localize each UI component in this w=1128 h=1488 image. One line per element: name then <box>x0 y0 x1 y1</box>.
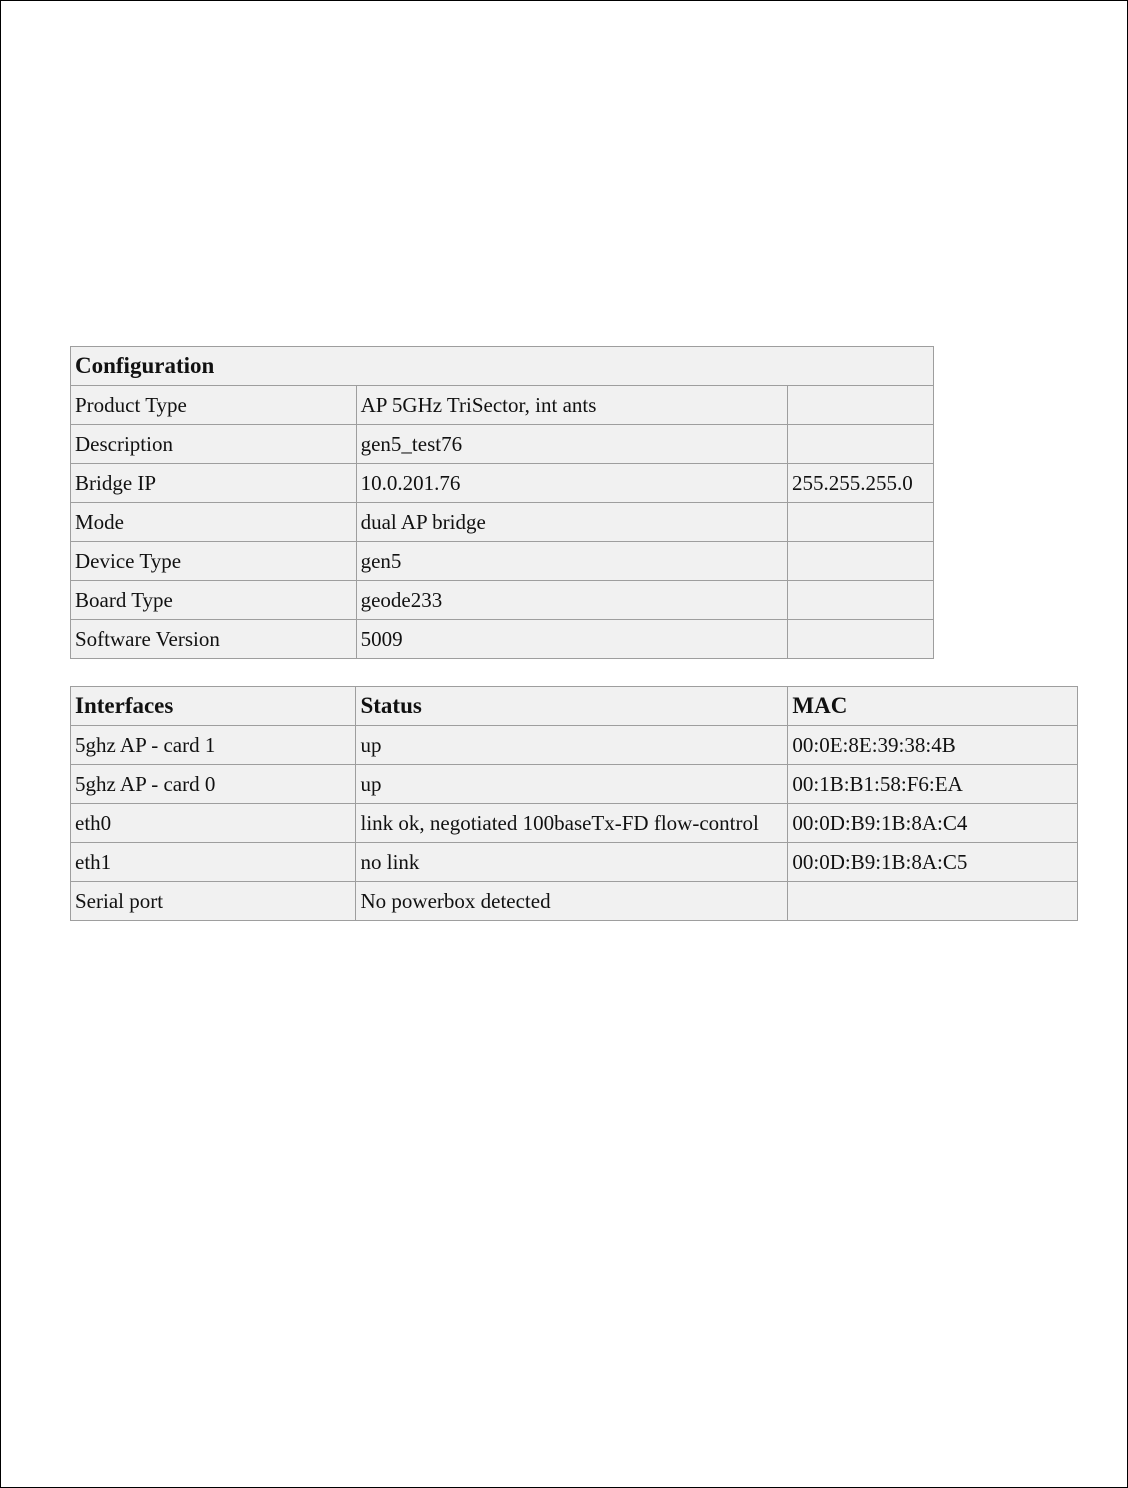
interface-status: up <box>356 765 788 804</box>
status-column-header: Status <box>356 687 788 726</box>
config-row-mode <box>71 503 934 542</box>
config-label: Bridge IP <box>71 464 357 503</box>
config-label: Device Type <box>71 542 357 581</box>
config-extra <box>788 503 934 542</box>
config-label: Product Type <box>71 386 357 425</box>
interface-row <box>71 726 1078 765</box>
config-value: 10.0.201.76 <box>356 464 787 503</box>
config-value: dual AP bridge <box>356 503 787 542</box>
configuration-table <box>70 346 934 659</box>
config-label: Software Version <box>71 620 357 659</box>
config-value: AP 5GHz TriSector, int ants <box>356 386 787 425</box>
interfaces-table <box>70 686 1078 921</box>
config-label: Board Type <box>71 581 357 620</box>
config-row-product-type <box>71 386 934 425</box>
interface-status: up <box>356 726 788 765</box>
interface-row <box>71 843 1078 882</box>
config-extra <box>788 425 934 464</box>
configuration-heading: Configuration <box>71 347 934 386</box>
config-value: 5009 <box>356 620 787 659</box>
config-row-board-type <box>71 581 934 620</box>
config-row-description <box>71 425 934 464</box>
interface-status: link ok, negotiated 100baseTx-FD flow-control <box>356 804 788 843</box>
config-value: geode233 <box>356 581 787 620</box>
interface-status: no link <box>356 843 788 882</box>
interfaces-header-row <box>71 687 1078 726</box>
interface-name: 5ghz AP - card 1 <box>71 726 356 765</box>
mac-column-header: MAC <box>788 687 1078 726</box>
interface-mac: 00:1B:B1:58:F6:EA <box>788 765 1078 804</box>
config-extra <box>788 542 934 581</box>
interface-status: No powerbox detected <box>356 882 788 921</box>
config-extra <box>788 581 934 620</box>
interfaces-column-header: Interfaces <box>71 687 356 726</box>
config-label: Mode <box>71 503 357 542</box>
interface-mac: 00:0D:B9:1B:8A:C5 <box>788 843 1078 882</box>
interface-name: eth0 <box>71 804 356 843</box>
config-netmask: 255.255.255.0 <box>788 464 934 503</box>
interface-name: Serial port <box>71 882 356 921</box>
interface-name: eth1 <box>71 843 356 882</box>
config-row-device-type <box>71 542 934 581</box>
config-label: Description <box>71 425 357 464</box>
interface-row <box>71 765 1078 804</box>
config-row-software-version <box>71 620 934 659</box>
interface-mac: 00:0D:B9:1B:8A:C4 <box>788 804 1078 843</box>
configuration-header-row <box>71 347 934 386</box>
config-value: gen5_test76 <box>356 425 787 464</box>
interface-row <box>71 882 1078 921</box>
interface-mac: 00:0E:8E:39:38:4B <box>788 726 1078 765</box>
interface-row <box>71 804 1078 843</box>
config-extra <box>788 386 934 425</box>
config-row-bridge-ip <box>71 464 934 503</box>
config-value: gen5 <box>356 542 787 581</box>
config-extra <box>788 620 934 659</box>
interface-mac <box>788 882 1078 921</box>
interface-name: 5ghz AP - card 0 <box>71 765 356 804</box>
